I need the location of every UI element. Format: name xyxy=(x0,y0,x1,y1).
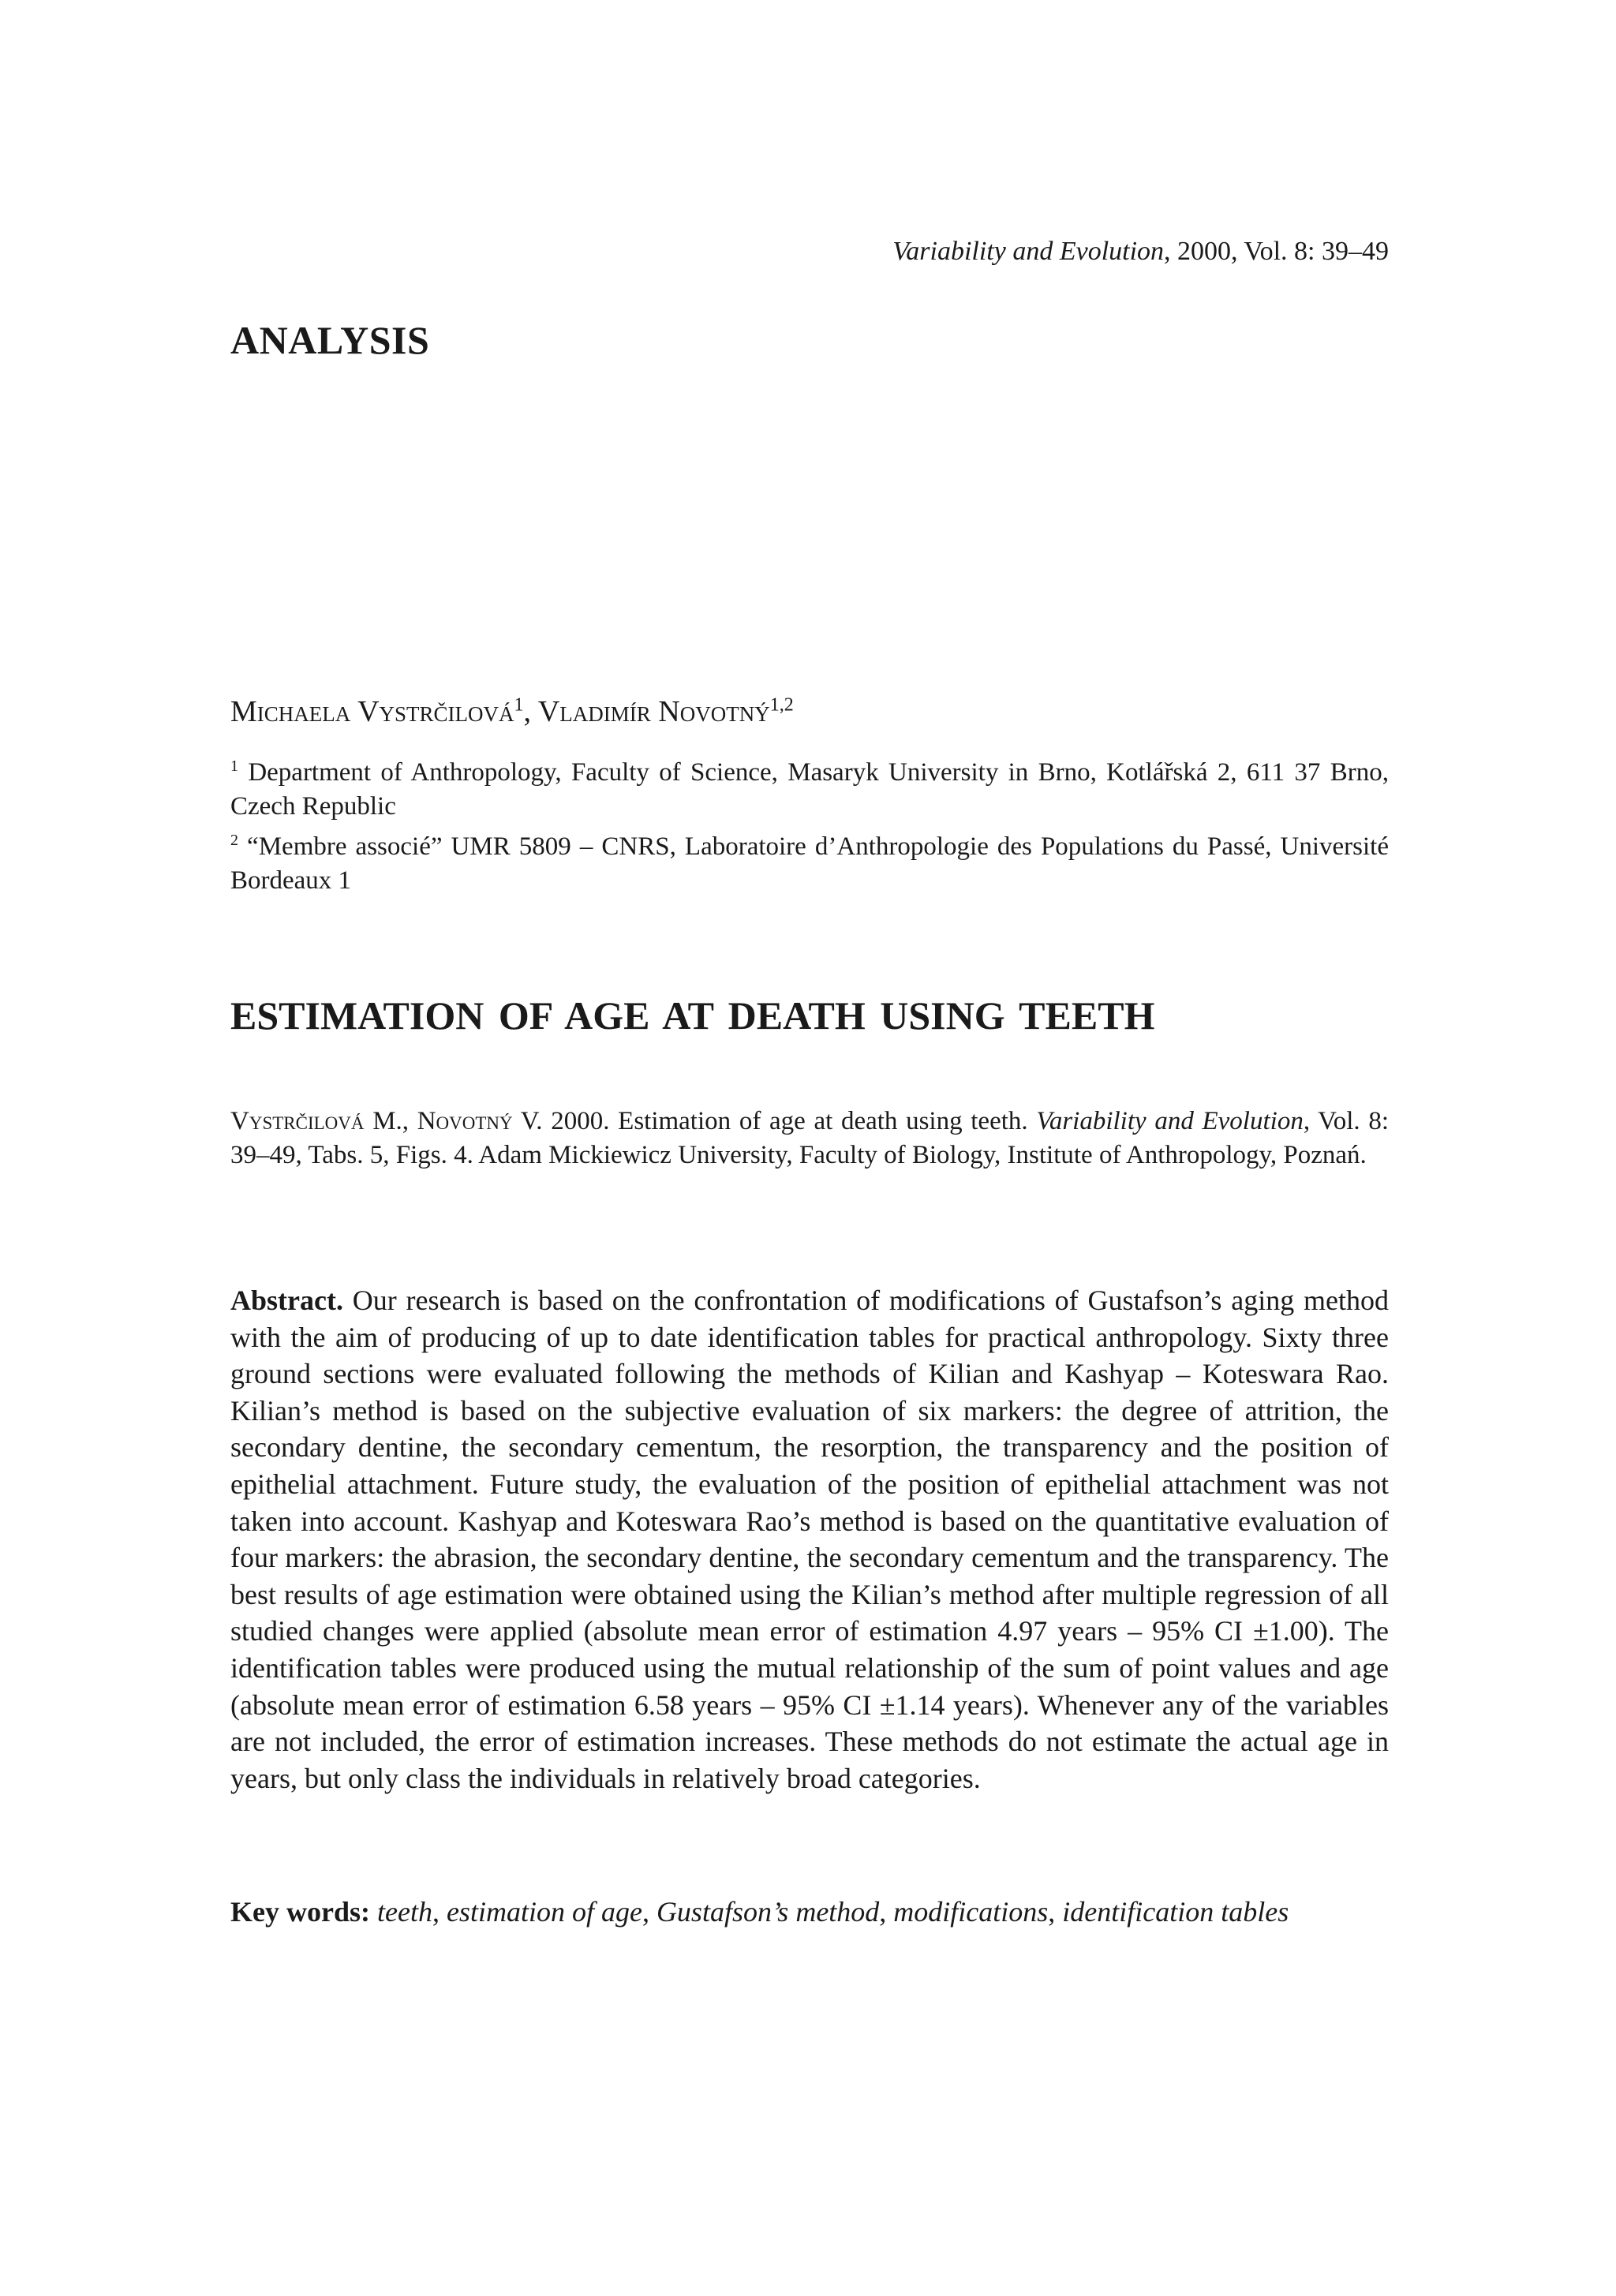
keyword-list xyxy=(377,1896,1289,1928)
citation-text-2: , Vol. 8: 39–49, Tabs. 5, Figs. 4. Adam Mickiewicz University, Faculty of Biology, Institute of Anthropology, Poznań. xyxy=(230,1107,1389,1169)
citation-text-1: V. 2000. Estimation of age at death using teeth. xyxy=(512,1107,1037,1135)
journal-name: Variability and Evolution xyxy=(892,237,1165,266)
author-2: Vladimír Novotný xyxy=(537,695,770,728)
citation xyxy=(230,1105,1389,1172)
abstract-label: Abstract. xyxy=(230,1284,343,1316)
affiliation-2 xyxy=(230,824,1389,898)
affiliation-1-number: 1 xyxy=(230,757,238,775)
keyword-separator: , xyxy=(879,1896,894,1928)
section-label: ANALYSIS xyxy=(230,318,430,362)
keywords-label: Key words: xyxy=(230,1896,370,1928)
affiliation-2-text: “Membre associé” UMR 5809 – CNRS, Laboratoire d’Anthropologie des Populations du Passé, Université Bordeaux 1 xyxy=(230,832,1389,895)
citation-journal: Variability and Evolution xyxy=(1036,1107,1304,1135)
keyword-item: modifications xyxy=(893,1896,1049,1928)
keyword-separator: , xyxy=(1048,1896,1063,1928)
affiliation-1 xyxy=(230,750,1389,824)
author-1-affiliation-mark: 1 xyxy=(514,694,524,716)
author-2-affiliation-mark: 1,2 xyxy=(769,694,794,716)
keyword-separator: , xyxy=(642,1896,656,1928)
affiliations xyxy=(230,750,1389,898)
affiliation-1-text: Department of Anthropology, Faculty of Science, Masaryk University in Brno, Kotlářská 2, 611 37 Brno, Czech Republic xyxy=(230,758,1389,821)
keyword-item: identification tables xyxy=(1062,1896,1289,1928)
author-separator: , xyxy=(523,695,538,728)
paper-title: ESTIMATION OF AGE AT DEATH USING TEETH xyxy=(230,993,1155,1038)
keyword-item: teeth xyxy=(376,1896,432,1928)
authors-line xyxy=(230,694,794,729)
keyword-item: Gustafson’s method xyxy=(656,1896,880,1928)
keywords xyxy=(230,1894,1389,1930)
author-1: Michaela Vystrčilová xyxy=(230,695,514,728)
journal-header xyxy=(844,237,1389,267)
keyword-separator: , xyxy=(432,1896,447,1928)
abstract-text: Our research is based on the confrontation of modifications of Gustafson’s aging method with the aim of producing of up to date identification tables for practical anthropology. Sixty three ground sections were evaluated following the methods of Kilian and Kashyap – Koteswara Rao. Kilian’s method is based on the subjective evaluation of six markers: the degree of attrition, the secondary dentine, the secondary cementum, the resorption, the transparency and the position of epithelial attachment. Future study, the evaluation of the position of epithelial attachment was not taken into account. Kashyap and Koteswara Rao’s method is based on the quantitative evaluation of four markers: the abrasion, the secondary dentine, the secondary cementum and the transparency. The best results of age estimation were obtained using the Kilian’s method after multiple regression of all studied changes were applied (absolute mean error of estimation 4.97 years – 95% CI ±1.00). The identification tables were produced using the mutual relationship of the sum of point values and age (absolute mean error of estimation 6.58 years – 95% CI ±1.14 years). Whenever any of the variables are not included, the error of estimation increases. These methods do not estimate the actual age in years, but only class the individuals in relatively broad categories. xyxy=(230,1284,1389,1794)
citation-author-1: Vystrčilová xyxy=(230,1107,365,1135)
affiliation-2-number: 2 xyxy=(230,832,238,849)
journal-volume: , 2000, Vol. 8: 39–49 xyxy=(1164,237,1389,266)
abstract xyxy=(230,1282,1389,1797)
keyword-item: estimation of age xyxy=(446,1896,642,1928)
citation-initial-1: M., xyxy=(364,1107,417,1135)
citation-author-2: Novotný xyxy=(417,1107,513,1135)
